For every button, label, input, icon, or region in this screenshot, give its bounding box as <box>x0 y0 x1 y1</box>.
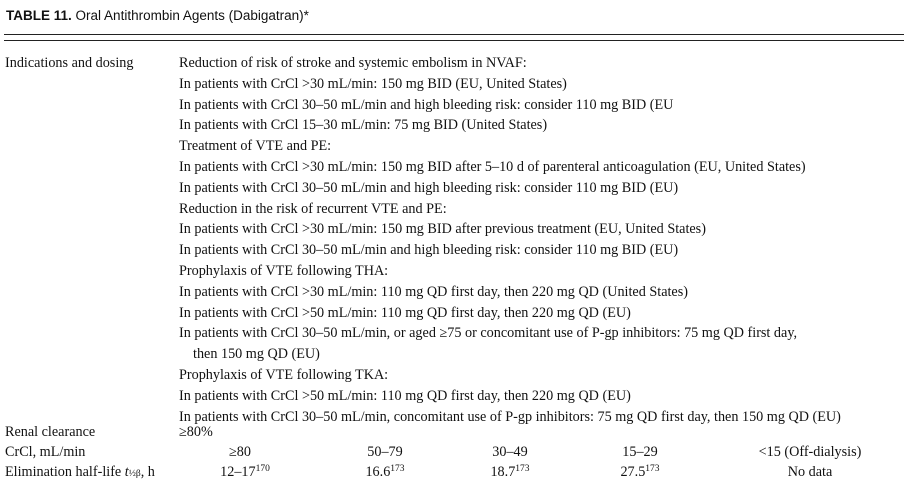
halflife-value: No data <box>787 464 833 480</box>
dosing-line: In patients with CrCl 30–50 mL/min, or aged ≥75 or concomitant use of P-gp inhibitors: 75 mg QD first day, <box>179 325 798 342</box>
dosing-line: In patients with CrCl 30–50 mL/min and high bleeding risk: consider 110 mg BID (EU) <box>179 179 679 196</box>
indications-label: Indications and dosing <box>5 55 134 71</box>
halflife-value: 18.7$^{173}$ <box>490 464 530 480</box>
dosing-line: Treatment of VTE and PE: <box>179 138 332 155</box>
renal-clearance-value: ≥80% <box>179 424 213 440</box>
table-number: TABLE 11. <box>6 8 72 23</box>
crcl-value: 30–49 <box>492 444 528 460</box>
dosing-list <box>179 53 904 427</box>
dosing-line: Reduction in the risk of recurrent VTE and PE: <box>179 200 447 217</box>
halflife-value: 27.5$^{173}$ <box>620 464 660 480</box>
dosing-line: In patients with CrCl 15–30 mL/min: 75 mg BID (United States) <box>179 117 548 134</box>
crcl-value: 15–29 <box>622 444 658 460</box>
dosing-line: In patients with CrCl 30–50 mL/min and high bleeding risk: consider 110 mg BID (EU) <box>179 242 679 259</box>
halflife-value: 16.6$^{173}$ <box>365 464 405 480</box>
dosing-line: Prophylaxis of VTE following THA: <box>179 262 389 279</box>
dosing-line: In patients with CrCl >30 mL/min: 150 mg BID after previous treatment (EU, United States) <box>179 221 706 238</box>
crcl-label: CrCl, mL/min <box>5 444 86 460</box>
dosing-line: In patients with CrCl >30 mL/min: 110 mg QD first day, then 220 mg QD (United States) <box>179 283 688 300</box>
halflife-value: $12-17^{170}$ <box>220 464 270 480</box>
crcl-value: ≥80 <box>229 444 251 460</box>
halflife-label: Elimination half-life t½β, h <box>5 464 155 480</box>
dosing-line: Prophylaxis of VTE following TKA: <box>179 366 389 383</box>
crcl-value: <15 (Off-dialysis) <box>758 444 862 460</box>
dosing-line: In patients with CrCl >30 mL/min: 150 mg BID (EU, United States) <box>179 75 567 92</box>
dosing-line: In patients with CrCl 30–50 mL/min, concomitant use of P-gp inhibitors: 75 mg QD first day, then 150 mg QD (EU) <box>179 408 841 425</box>
table-title <box>6 8 309 23</box>
table-caption: Oral Antithrombin Agents (Dabigatran)* <box>75 8 309 23</box>
dosing-line: then 150 mg QD (EU) <box>193 346 320 363</box>
header-rule <box>4 40 904 41</box>
dosing-line: In patients with CrCl >50 mL/min: 110 mg QD first day, then 220 mg QD (EU) <box>179 304 631 321</box>
dosing-line: In patients with CrCl >50 mL/min: 110 mg QD first day, then 220 mg QD (EU) <box>179 387 631 404</box>
dosing-line: In patients with CrCl >30 mL/min: 150 mg BID after 5–10 d of parenteral anticoagulation (EU, United States) <box>179 158 806 175</box>
table-title-bar <box>4 0 904 35</box>
crcl-value: 50–79 <box>367 444 403 460</box>
dosing-line: Reduction of risk of stroke and systemic embolism in NVAF: <box>179 55 527 71</box>
renal-clearance-label: Renal clearance <box>5 424 96 440</box>
dosing-line: In patients with CrCl 30–50 mL/min and high bleeding risk: consider 110 mg BID (EU <box>179 96 674 113</box>
